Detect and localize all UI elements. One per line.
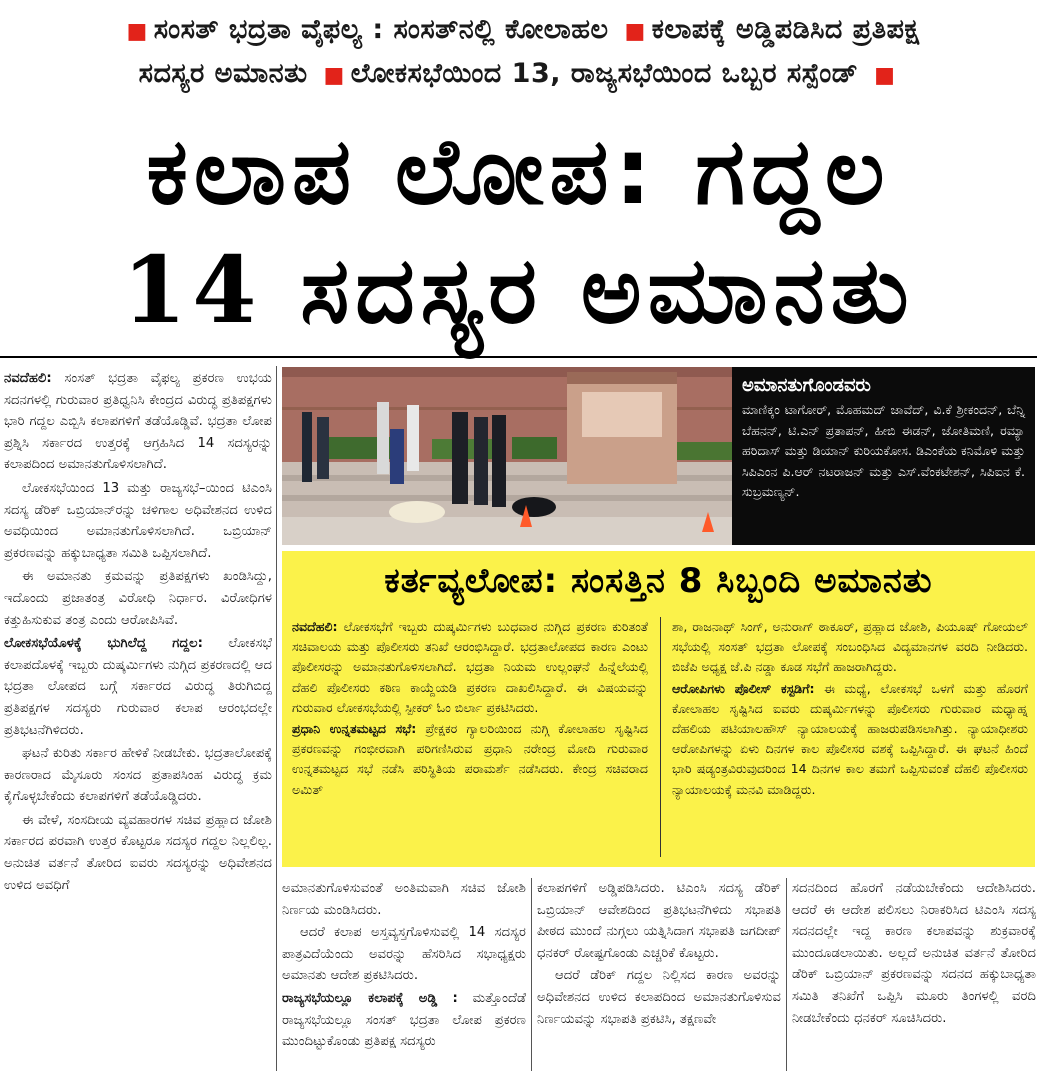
kicker-line-2 (40, 58, 1000, 90)
staff-suspension-box (282, 551, 1035, 867)
dateline: ನವದೆಹಲಿ: (4, 371, 52, 386)
paragraph: ಶಾ, ರಾಜನಾಥ್ ಸಿಂಗ್, ಅನುರಾಗ್ ಠಾಕೂರ್, ಪ್ರಹ್ಲಾದ ಜೋಶಿ, ಪಿಯೂಷ್ ಗೋಯಲ್ ಸಭೆಯಲ್ಲಿ ಸಂಸತ್ ಭದ್ರತಾ ಲೋಪಕ್ಕೆ ಸಂಬಂಧಿಸಿದ ವಿದ್ಯಮಾನಗಳ ವರದಿ ನೀಡಿದರು. ಬಿಜೆಪಿ ಅಧ್ಯಕ್ಷ ಜೆ.ಪಿ ನಡ್ಡಾ ಕೂಡ ಸಭೆಗೆ ಹಾಜರಾಗಿದ್ದರು. (672, 619, 1028, 675)
headline-line-2: 14 ಸದಸ್ಯರ ಅಮಾನತು (122, 236, 915, 344)
box-title: ಅಮಾನತುಗೊಂಡವರು (742, 375, 871, 396)
yellow-box-title: ಕರ್ತವ್ಯಲೋಪ: ಸಂಸತ್ತಿನ 8 ಸಿಬ್ಬಂದಿ ಅಮಾನತು (384, 561, 933, 601)
red-square-bullet: ■ (126, 19, 148, 44)
suspended-members-box (732, 367, 1035, 545)
paragraph: ಲೋಕಸಭೆಗೆ ಇಬ್ಬರು ದುಷ್ಕರ್ಮಿಗಳು ಬುಧವಾರ ನುಗ್ಗಿದ ಪ್ರಕರಣ ಕುರಿತಂತೆ ಸಚಿವಾಲಯ ಮತ್ತು ಪೊಲೀಸರು ತನಿಖೆ ಆರಂಭಿಸಿದ್ದಾರೆ. ಭದ್ರತಾಲೋಪದ ಕಾರಣ ಎಂಟು ಪೊಲೀಸರನ್ನು ಅಮಾನತುಗೊಳಿಸಲಾಗಿದೆ. ಭದ್ರತಾ ನಿಯಮ ಉಲ್ಲಂಘನೆ ಹಿನ್ನೆಲೆಯಲ್ಲಿ ದೆಹಲಿ ಪೊಲೀಸರು ಕಠಿಣ ಕಾಯ್ದೆಯಡಿ ಪ್ರಕರಣ ದಾಖಲಿಸಿದ್ದಾರೆ. ಈ ವಿಷಯವನ್ನು ಗುರುವಾರ ಲೋಕಸಭೆಯಲ್ಲಿ ಸ್ಪೀಕರ್ ಓಂ ಬಿರ್ಲಾ ಪ್ರಕಟಿಸಿದರು. (292, 619, 648, 715)
paragraph: ಸದನದಿಂದ ಹೊರಗೆ ನಡೆಯಬೇಕೆಂದು ಆದೇಶಿಸಿದರು. ಆದರೆ ಈ ಆದೇಶ ಪಲಿಸಲು ನಿರಾಕರಿಸಿದ ಟಿಎಂಸಿ ಸದಸ್ಯ ಸದನದಲ್ಲೇ ಇದ್ದ ಕಾರಣ ಕಲಾಪವನ್ನು ಶುಕ್ರವಾರಕ್ಕೆ ಮುಂದೂಡಲಾಯಿತು. ಅಲ್ಲದೆ ಅನುಚಿತ ವರ್ತನೆ ತೋರಿದ ಡೆರಿಕ್ ಒಬ್ರಿಯಾನ್ ಪ್ರಕರಣವನ್ನು ಸದನದ ಹಕ್ಕುಬಾಧ್ಯತಾ ಸಮಿತಿ ತನಿಖೆಗೆ ಒಪ್ಪಿಸಿ ಮೂರು ತಿಂಗಳಲ್ಲಿ ವರದಿ ನೀಡಬೇಕೆಂದು ಧನಕರ್ ಸೂಚಿಸಿದರು. (792, 881, 1036, 1026)
paragraph: ಲೋಕಸಭೆ ಕಲಾಪದೊಳಕ್ಕೆ ಇಬ್ಬರು ದುಷ್ಕರ್ಮಿಗಳು ನುಗ್ಗಿದ ಪ್ರಕರಣದಲ್ಲಿ ಆದ ಭದ್ರತಾ ಲೋಪದ ಬಗ್ಗೆ ಸರ್ಕಾರದ ವಿರುದ್ಧ ತಿರುಗಿಬಿದ್ದ ಪ್ರತಿಪಕ್ಷಗಳ ಸದಸ್ಯರು ಗುರುವಾರ ಕಲಾಪ ಆರಂಭದಲ್ಲೇ ಪ್ರತಿಭಟನೆಗಿಳಿದರು. (4, 636, 272, 738)
headline-line-1: ಕಲಾಪ ಲೋಪ: ಗದ್ದಲ (146, 118, 891, 225)
column-divider (276, 366, 277, 1071)
bottom-column-3 (792, 878, 1036, 1071)
bottom-column-2 (537, 878, 781, 1071)
paragraph: ಈ ವೇಳೆ, ಸಂಸದೀಯ ವ್ಯವಹಾರಗಳ ಸಚಿವ ಪ್ರಹ್ಲಾದ ಜೋಶಿ ಸರ್ಕಾರದ ಪರವಾಗಿ ಉತ್ತರ ಕೊಟ್ಟರೂ ಸದಸ್ಯರ ಗದ್ದಲ ನಿಲ್ಲಲಿಲ್ಲ. ಅನುಚಿತ ವರ್ತನೆ ತೋರಿದ ಐವರು ಸದಸ್ಯರನ್ನು ಅಧಿವೇಶನದ ಉಳಿದ ಅವಧಿಗೆ (4, 812, 272, 893)
column-divider (660, 617, 661, 857)
paragraph: ಸಂಸತ್ ಭದ್ರತಾ ವೈಫಲ್ಯ ಪ್ರಕರಣ ಉಭಯ ಸದನಗಳಲ್ಲಿ ಗುರುವಾರ ಪ್ರತಿಧ್ವನಿಸಿ ಕೇಂದ್ರದ ವಿರುದ್ಧ ಪ್ರತಿಪಕ್ಷಗಳು ಭಾರಿ ಗದ್ದಲ ಎಬ್ಬಿಸಿ ಕಲಾಪಗಳಿಗೆ ತಡೆಯೊಡ್ಡಿವೆ. ಭದ್ರತಾ ಲೋಪ ಪ್ರಶ್ನಿಸಿ ಸರ್ಕಾರದ ಉತ್ತರಕ್ಕೆ ಆಗ್ರಹಿಸಿದ 14 ಸದಸ್ಯರನ್ನು ಕಲಾಪದಿಂದ ಅಮಾನತುಗೊಳಿಸಲಾಗಿದೆ. (4, 371, 272, 473)
kicker-text-2a: ಸದಸ್ಯರ ಅಮಾನತು (138, 58, 308, 89)
kicker-text-2b: ಲೋಕಸಭೆಯಿಂದ 13, ರಾಜ್ಯಸಭೆಯಿಂದ ಒಬ್ಬರ ಸಸ್ಪೆಂಡ್ (350, 58, 859, 89)
red-square-bullet: ■ (874, 63, 896, 88)
paragraph: ಆದರೆ ಕಲಾಪ ಅಸ್ತವ್ಯಸ್ತಗೊಳಿಸುವಲ್ಲಿ 14 ಸದಸ್ಯರ ಪಾತ್ರವಿದೆಯೆಂದು ಅವರನ್ನು ಹೆಸರಿಸಿದ ಸಭಾಧ್ಯಕ್ಷರು ಅಮಾನತು ಆದೇಶ ಪ್ರಕಟಿಸಿದರು. (282, 925, 526, 984)
kicker-line-1 (40, 14, 1000, 46)
red-square-bullet: ■ (624, 19, 646, 44)
paragraph: ಈ ಮಧ್ಯೆ, ಲೋಕಸಭೆ ಒಳಗೆ ಮತ್ತು ಹೊರಗೆ ಕೋಲಾಹಲ ಸೃಷ್ಟಿಸಿದ ಐವರು ದುಷ್ಕರ್ಮಿಗಳನ್ನು ಪೊಲೀಸರು ಗುರುವಾರ ಮಧ್ಯಾಹ್ನ ದೆಹಲಿಯ ಪಟಿಯಾಲಹೌಸ್ ನ್ಯಾಯಾಲಯಕ್ಕೆ ಹಾಜರುಪಡಿಸಲಾಗಿತ್ತು. ನ್ಯಾಯಾಧೀಶರು ಆರೋಪಿಗಳನ್ನು ಏಳು ದಿನಗಳ ಕಾಲ ಪೊಲೀಸರ ವಶಕ್ಕೆ ಒಪ್ಪಿಸಿದ್ದಾರೆ. ಈ ಘಟನೆ ಹಿಂದೆ ಭಾರಿ ಷಡ್ಯಂತ್ರವಿರುವುದರಿಂದ 14 ದಿನಗಳ ಕಾಲ ತಮಗೆ ಒಪ್ಪಿಸುವಂತೆ ದೆಹಲಿ ಪೊಲೀಸರು ನ್ಯಾಯಾಲಯಕ್ಕೆ ಮನವಿ ಮಾಡಿದ್ದರು. (672, 680, 1028, 797)
subhead: ಆರೋಪಿಗಳು ಪೊಲೀಸ್ ಕಸ್ಟಡಿಗೆ: (672, 680, 815, 696)
yellow-box-right-column (672, 617, 1028, 861)
subhead: ಲೋಕಸಭೆಯೊಳಕ್ಕೆ ಭುಗಿಲೆದ್ದ ಗದ್ದಲ: (4, 636, 203, 652)
dateline: ನವದೆಹಲಿ: (292, 619, 338, 634)
kicker-text-1a: ಸಂಸತ್ ಭದ್ರತಾ ವೈಫಲ್ಯ : ಸಂಸತ್‌ನಲ್ಲಿ ಕೋಲಾಹಲ (153, 14, 609, 45)
subhead: ರಾಜ್ಯಸಭೆಯಲ್ಲೂ ಕಲಾಪಕ್ಕೆ ಅಡ್ಡಿ : (282, 990, 458, 1006)
headline-rule (0, 356, 1037, 358)
paragraph: ಲೋಕಸಭೆಯಿಂದ 13 ಮತ್ತು ರಾಜ್ಯಸಭೆ–ಯಿಂದ ಟಿಎಂಸಿ ಸದಸ್ಯ ಡೆರಿಕ್ ಒಬ್ರಿಯಾನ್‌ರನ್ನು ಚಳಿಗಾಲ ಅಧಿವೇಶನದ ಉಳಿದ ಅವಧಿಯಿಂದ ಅಮಾನತುಗೊಳಿಸಲಾಗಿದೆ. ಒಬ್ರಿಯಾನ್ ಪ್ರಕರಣವನ್ನು ಹಕ್ಕುಬಾಧ್ಯತಾ ಸಮಿತಿ ಒಪ್ಪಿಸಲಾಗಿದೆ. (4, 480, 272, 561)
left-column-article (4, 368, 272, 1068)
bottom-column-1 (282, 878, 526, 1071)
kicker-text-1b: ಕಲಾಪಕ್ಕೆ ಅಡ್ಡಿಪಡಿಸಿದ ಪ್ರತಿಪಕ್ಷ (651, 14, 920, 45)
yellow-box-left-column (292, 617, 648, 861)
paragraph: ಅಮಾನತುಗೊಳಿಸುವಂತೆ ಅಂತಿಮವಾಗಿ ಸಚಿವ ಜೋಶಿ ನಿರ್ಣಯ ಮಂಡಿಸಿದರು. (282, 881, 526, 918)
paragraph: ಮತ್ತೊಂದೆಡೆ ರಾಜ್ಯಸಭೆಯಲ್ಲೂ ಸಂಸತ್ ಭದ್ರತಾ ಲೋಪ ಪ್ರಕರಣ ಮುಂದಿಟ್ಟುಕೊಂಡು ಪ್ರತಿಪಕ್ಷ ಸದಸ್ಯರು (282, 990, 526, 1050)
red-square-bullet: ■ (323, 63, 345, 88)
paragraph: ಕಲಾಪಗಳಿಗೆ ಅಡ್ಡಿಪಡಿಸಿದರು. ಟಿಎಂಸಿ ಸದಸ್ಯ ಡೆರಿಕ್ ಒಬ್ರಿಯಾನ್ ಆವೇಶದಿಂದ ಪ್ರತಿಭಟನೆಗಿಳಿದು ಸಭಾಪತಿ ಪೀಠದ ಮುಂದೆ ನುಗ್ಗಲು ಯತ್ನಿಸಿದಾಗ ಸಭಾಪತಿ ಜಗದೀಪ್ ಧನಕರ್ ರೋಷ್ಟಗೊಂಡು ಎಚ್ಚರಿಕೆ ಕೊಟ್ಟರು. (537, 881, 781, 961)
column-divider (786, 878, 787, 1071)
paragraph: ಆದರೆ ಡೆರಿಕ್ ಗದ್ದಲ ನಿಲ್ಲಿಸದ ಕಾರಣ ಅವರನ್ನು ಅಧಿವೇಶನದ ಉಳಿದ ಕಲಾಪದಿಂದ ಅಮಾನತುಗೊಳಿಸುವ ನಿರ್ಣಯವನ್ನು ಸಭಾಪತಿ ಪ್ರಕಟಿಸಿ, ತಕ್ಷಣವೇ (537, 968, 781, 1027)
paragraph: ಪ್ರೇಕ್ಷಕರ ಗ್ಯಾಲರಿಯಿಂದ ನುಗ್ಗಿ ಕೋಲಾಹಲ ಸೃಷ್ಟಿಸಿದ ಪ್ರಕರಣವನ್ನು ಗಂಭೀರವಾಗಿ ಪರಿಗಣಿಸಿರುವ ಪ್ರಧಾನಿ ನರೇಂದ್ರ ಮೋದಿ ಗುರುವಾರ ಉನ್ನತಮಟ್ಟದ ಸಭೆ ನಡೆಸಿ ಪರಿಸ್ಥಿತಿಯ ಪರಾಮರ್ಶೆ ನಡೆಸಿದರು. ಕೇಂದ್ರ ಸಚಿವರಾದ ಅಮಿತ್ (292, 721, 648, 797)
column-divider (531, 878, 532, 1071)
paragraph: ಘಟನೆ ಕುರಿತು ಸರ್ಕಾರ ಹೇಳಿಕೆ ನೀಡಬೇಕು. ಭದ್ರತಾಲೋಪಕ್ಕೆ ಕಾರಣರಾದ ಮೈಸೂರು ಸಂಸದ ಪ್ರತಾಪಸಿಂಹ ವಿರುದ್ಧ ಕ್ರಮ ಕೈಗೊಳ್ಳಬೇಕೆಂದು ಕಲಾಪಗಳಿಗೆ ತಡೆಯೊಡ್ಡಿದರು. (4, 746, 272, 805)
subhead: ಪ್ರಧಾನಿ ಉನ್ನತಮಟ್ಟದ ಸಭೆ: (292, 721, 417, 737)
paragraph: ಈ ಅಮಾನತು ಕ್ರಮವನ್ನು ಪ್ರತಿಪಕ್ಷಗಳು ಖಂಡಿಸಿದ್ದು, ಇದೊಂದು ಪ್ರಜಾತಂತ್ರ ವಿರೋಧಿ ನಿರ್ಧಾರ. ವಿರೋಧಿಗಳ ಕತ್ತುಹಿಸುಕುವ ತಂತ್ರ ಎಂದು ಆರೋಪಿಸಿವೆ. (4, 569, 272, 628)
parliament-security-photo (282, 367, 732, 545)
box-body: ಮಾಣಿಕ್ಕಂ ಟಾಗೋರ್, ಮೊಹಮದ್ ಜಾವೆದ್, ವಿ.ಕೆ ಶ್ರೀಕಂದನ್, ಬೆನ್ನಿ ಬೆಹನನ್, ಟಿ.ಎನ್ ಪ್ರತಾಪನ್, ಹೀಬಿ ಈಡನ್, ಜೋತಿಮಣಿ, ರಮ್ಯಾ ಹರಿದಾಸ್ ಮತ್ತು ಡಿಯಾನ್ ಕುರಿಯಕೋಸ. ಡಿಎಂಕೆಯ ಕನಿಮೊಳಿ ಮತ್ತು ಸಿಪಿಎಂನ ಪಿ.ಆರ್ ನಟರಾಜನ್ ಮತ್ತು ಎಸ್.ವೆಂಕಟೇಶನ್, ಸಿಪಿಐನ ಕೆ. ಸುಬ್ರಮಣ್ಯನ್. (742, 402, 1025, 500)
